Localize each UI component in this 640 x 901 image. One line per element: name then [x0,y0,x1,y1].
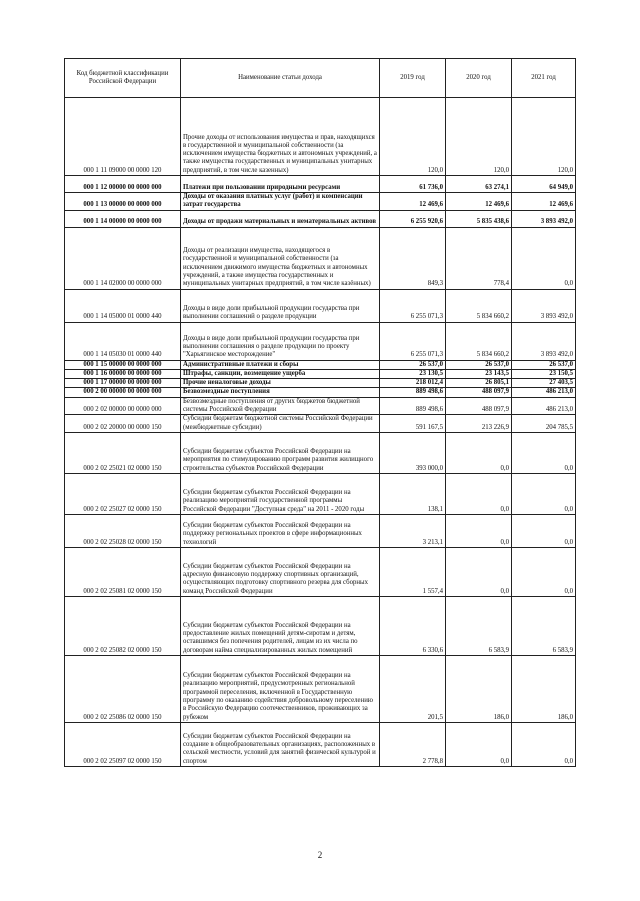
row-value-2021: 0,0 [512,514,576,547]
row-value-2021: 186,0 [512,655,576,722]
table-row [65,227,576,289]
row-name: Платежи при пользовании природными ресурсами [181,176,380,193]
row-value-2021: 6 583,9 [512,596,576,655]
row-value-2021: 0,0 [512,227,576,289]
header-code: Код бюджетной классификации Российской Федерации [65,59,181,98]
row-value-2021: 3 893 492,0 [512,289,576,322]
row-value-2019: 6 255 071,3 [380,322,446,360]
row-code: 000 1 15 00000 00 0000 000 [65,360,181,369]
row-code: 000 1 14 05000 01 0000 440 [65,289,181,322]
row-value-2019: 393 000,0 [380,432,446,473]
row-code: 000 1 14 00000 00 0000 000 [65,210,181,227]
header-name: Наименование статьи дохода [181,59,380,98]
row-value-2021: 0,0 [512,432,576,473]
row-value-2020: 488 097,9 [446,397,512,415]
table-row [65,596,576,655]
row-value-2019: 201,5 [380,655,446,722]
row-code: 000 2 02 25082 02 0000 150 [65,596,181,655]
row-value-2021: 26 537,0 [512,360,576,369]
row-code: 000 2 02 25081 02 0000 150 [65,547,181,596]
row-code: 000 1 16 00000 00 0000 000 [65,369,181,378]
row-code: 000 2 02 25086 02 0000 150 [65,655,181,722]
row-value-2020: 0,0 [446,722,512,766]
row-value-2019: 138,1 [380,473,446,514]
row-value-2019: 849,3 [380,227,446,289]
table-row [65,415,576,433]
row-name: Субсидии бюджетам субъектов Российской Федерации на поддержку региональных проектов в сфере информационных технологий [181,514,380,547]
table-row [65,473,576,514]
table-row [65,360,576,369]
row-value-2019: 889 498,6 [380,388,446,397]
row-value-2019: 889 498,6 [380,397,446,415]
row-value-2021: 0,0 [512,722,576,766]
row-value-2021: 486 213,0 [512,397,576,415]
table-body [65,98,576,767]
table-row [65,210,576,227]
table-row [65,655,576,722]
row-value-2020: 12 469,6 [446,193,512,211]
table-row [65,388,576,397]
row-name: Доходы от оказания платных услуг (работ) и компенсации затрат государства [181,193,380,211]
table-header-row [65,59,576,98]
row-code: 000 2 02 25021 02 0000 150 [65,432,181,473]
row-value-2019: 12 469,6 [380,193,446,211]
table-row [65,379,576,388]
row-value-2021: 27 403,5 [512,379,576,388]
row-value-2021: 120,0 [512,98,576,176]
row-name: Прочие доходы от использования имущества и прав, находящихся в государственной и муниципальной собственности (за исключением имущества бюджетных и автономных учреждений, а также имущества государственных и муниципальных унитарных предприятий, в том числе казенных) [181,98,380,176]
row-value-2020: 120,0 [446,98,512,176]
row-name: Прочие неналоговые доходы [181,379,380,388]
row-value-2019: 6 255 071,3 [380,289,446,322]
row-value-2019: 1 557,4 [380,547,446,596]
row-code: 000 1 17 00000 00 0000 000 [65,379,181,388]
row-name: Субсидии бюджетам субъектов Российской Федерации на мероприятия по стимулированию программ развития жилищного строительства субъектов Российской Федерации [181,432,380,473]
table-row [65,369,576,378]
row-name: Доходы в виде доли прибыльной продукции государства при выполнении соглашений о разделе продукции [181,289,380,322]
row-code: 000 1 11 09000 00 0000 120 [65,98,181,176]
row-value-2020: 778,4 [446,227,512,289]
row-code: 000 2 00 00000 00 0000 000 [65,388,181,397]
row-value-2020: 0,0 [446,432,512,473]
row-value-2020: 6 583,9 [446,596,512,655]
row-value-2020: 0,0 [446,514,512,547]
row-name: Безвозмездные поступления [181,388,380,397]
budget-revenue-table [64,58,576,767]
row-name: Субсидии бюджетам субъектов Российской Федерации на предоставление жилых помещений детям-сиротам и детям, оставшимся без попечения родителей, лицам из их числа по договорам найма специализированных жилых помещений [181,596,380,655]
header-2021: 2021 год [512,59,576,98]
row-code: 000 2 02 00000 00 0000 000 [65,397,181,415]
header-2019: 2019 год [380,59,446,98]
row-name: Штрафы, санкции, возмещение ущерба [181,369,380,378]
row-code: 000 1 13 00000 00 0000 000 [65,193,181,211]
table-row [65,98,576,176]
row-value-2020: 488 097,9 [446,388,512,397]
row-value-2021: 0,0 [512,547,576,596]
row-value-2021: 0,0 [512,473,576,514]
table-row [65,547,576,596]
row-code: 000 2 02 20000 00 0000 150 [65,415,181,433]
row-value-2021: 23 150,5 [512,369,576,378]
row-value-2019: 23 130,5 [380,369,446,378]
row-name: Доходы в виде доли прибыльной продукции государства при выполнении соглашения о разделе продукции по проекту "Харьягинское месторождение" [181,322,380,360]
row-value-2021: 204 785,5 [512,415,576,433]
table-row [65,176,576,193]
row-code: 000 2 02 25028 02 0000 150 [65,514,181,547]
row-value-2021: 3 893 492,0 [512,210,576,227]
row-value-2020: 213 226,9 [446,415,512,433]
row-value-2019: 61 736,0 [380,176,446,193]
row-value-2019: 2 778,8 [380,722,446,766]
row-name: Доходы от продажи материальных и нематериальных активов [181,210,380,227]
row-value-2020: 23 143,5 [446,369,512,378]
row-value-2020: 5 834 660,2 [446,322,512,360]
row-value-2019: 218 012,4 [380,379,446,388]
row-code: 000 1 14 02000 00 0000 000 [65,227,181,289]
row-value-2019: 6 255 920,6 [380,210,446,227]
row-value-2019: 591 167,5 [380,415,446,433]
row-name: Административные платежи и сборы [181,360,380,369]
row-code: 000 2 02 25027 02 0000 150 [65,473,181,514]
row-name: Субсидии бюджетам бюджетной системы Российской Федерации (межбюджетные субсидии) [181,415,380,433]
table-row [65,432,576,473]
row-value-2020: 63 274,1 [446,176,512,193]
row-value-2021: 64 949,0 [512,176,576,193]
row-code: 000 1 12 00000 00 0000 000 [65,176,181,193]
row-code: 000 2 02 25097 02 0000 150 [65,722,181,766]
row-value-2021: 3 893 492,0 [512,322,576,360]
row-value-2020: 26 537,0 [446,360,512,369]
row-name: Субсидии бюджетам субъектов Российской Федерации на создание в общеобразовательных организациях, расположенных в сельской местности, условий для занятий физической культурой и спортом [181,722,380,766]
row-name: Доходы от реализации имущества, находящегося в государственной и муниципальной собственности (за исключением движимого имущества бюджетных и автономных учреждений, а также имущества государственных и муниципальных унитарных предприятий, в том числе казённых) [181,227,380,289]
row-name: Субсидии бюджетам субъектов Российской Федерации на реализацию мероприятий государственной программы Российской Федерации "Доступная среда" на 2011 - 2020 годы [181,473,380,514]
table-row [65,514,576,547]
row-value-2020: 0,0 [446,547,512,596]
table-row [65,289,576,322]
table-row [65,193,576,211]
table-row [65,322,576,360]
table-row [65,722,576,766]
row-value-2021: 486 213,0 [512,388,576,397]
row-value-2019: 3 213,1 [380,514,446,547]
row-value-2019: 120,0 [380,98,446,176]
row-name: Субсидии бюджетам субъектов Российской Федерации на реализацию мероприятий, предусмотренных региональной программой переселения, включенной в Государственную программу по оказанию содействия добровольному переселению в Российскую Федерацию соотечественников, проживающих за рубежом [181,655,380,722]
header-2020: 2020 год [446,59,512,98]
row-value-2021: 12 469,6 [512,193,576,211]
row-value-2020: 0,0 [446,473,512,514]
row-name: Субсидии бюджетам субъектов Российской Федерации на адресную финансовую поддержку спортивных организаций, осуществляющих подготовку спортивного резерва для сборных команд Российской Федерации [181,547,380,596]
row-value-2019: 6 330,6 [380,596,446,655]
row-value-2020: 186,0 [446,655,512,722]
row-value-2020: 26 805,1 [446,379,512,388]
row-value-2020: 5 834 660,2 [446,289,512,322]
row-value-2020: 5 835 438,6 [446,210,512,227]
page-number: 2 [317,850,323,860]
table-row [65,397,576,415]
row-name: Безвозмездные поступления от других бюджетов бюджетной системы Российской Федерации [181,397,380,415]
row-value-2019: 26 537,0 [380,360,446,369]
row-code: 000 1 14 05030 01 0000 440 [65,322,181,360]
